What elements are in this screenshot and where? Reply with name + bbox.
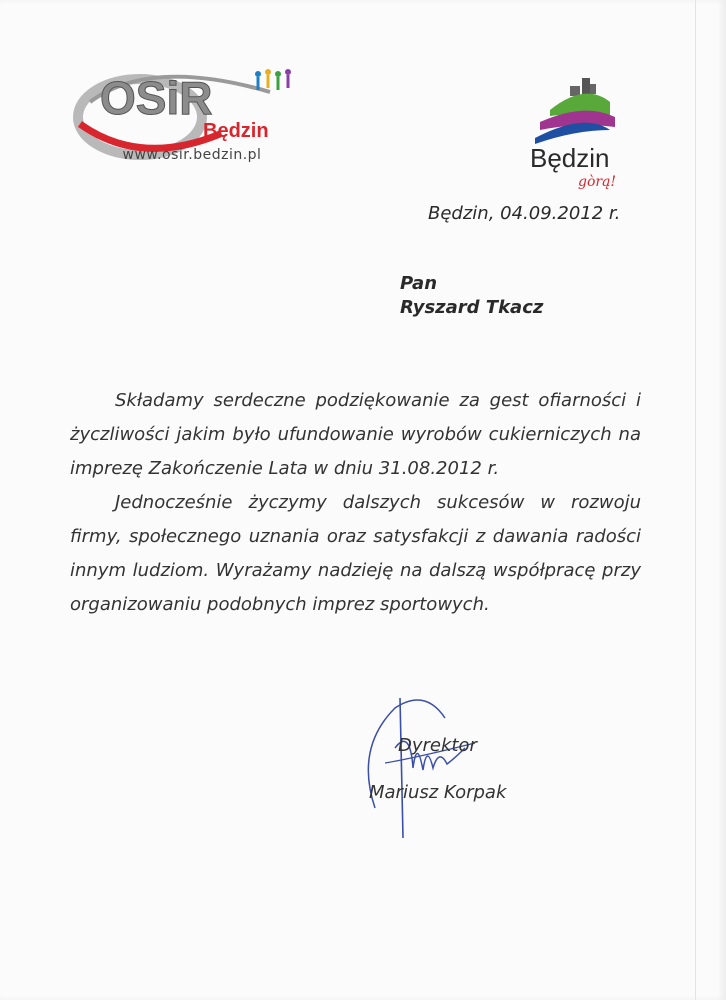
signatory-name: Mariusz Korpak <box>369 782 507 803</box>
bedzin-city-logo <box>530 72 640 192</box>
castle-icon <box>570 78 596 96</box>
paragraph-wishes: Jednocześnie życzymy dalszych sukcesów w rozwoju firmy, społecznego uznania oraz satysfakcji z dawania radości innym ludziom. Wyrażamy nadzieję na dalszą współpracę przy organizowaniu podobnych imprez sportowych. <box>70 492 641 615</box>
svg-text:OSiR: OSiR <box>100 72 213 124</box>
recipient-block <box>400 272 543 320</box>
svg-text:gòrą!: gòrą! <box>578 174 617 190</box>
signatory-title: Dyrektor <box>398 735 477 756</box>
osir-website-url: www.osir.bedzin.pl <box>122 147 262 163</box>
page-edge <box>695 0 696 1000</box>
svg-text:Będzin: Będzin <box>530 143 610 173</box>
handwritten-signature <box>355 688 485 848</box>
athletes-icon <box>255 69 291 90</box>
svg-text:Będzin: Będzin <box>203 120 269 142</box>
letter-body <box>70 384 641 622</box>
recipient-title: Pan <box>400 273 438 294</box>
letter-date: Będzin, 04.09.2012 r. <box>428 203 621 224</box>
recipient-name: Ryszard Tkacz <box>400 297 544 318</box>
paragraph-thanks: Składamy serdeczne podziękowanie za gest ofiarności i życzliwości jakim było ufundowanie wyrobów cukierniczych na imprezę Zakończenie Lata w dniu 31.08.2012 r. <box>70 390 641 479</box>
